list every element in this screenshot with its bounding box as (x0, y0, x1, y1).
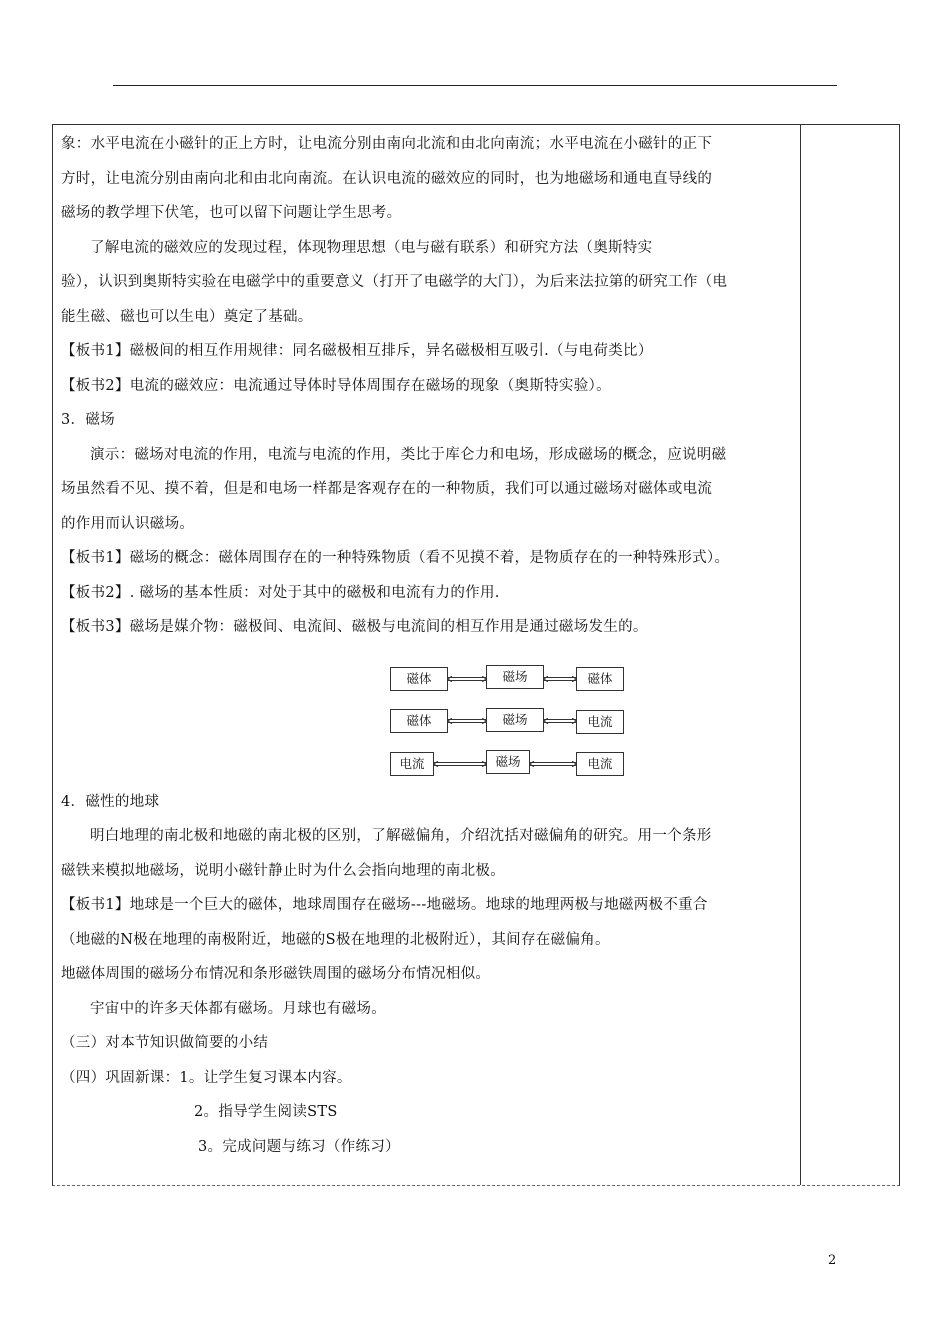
board-note: 【板书2】电流的磁效应：电流通过导体时导体周围存在磁场的现象（奥斯特实验）。 (61, 377, 611, 394)
board-note: 【板书3】磁场是媒介物：磁极间、电流间、磁极与电流间的相互作用是通过磁场发生的。 (61, 619, 648, 635)
text-line: 演示：磁场对电流的作用，电流与电流的作用，类比于库仑力和电场，形成磁场的概念，应说明磁 (90, 446, 727, 463)
diagram-box: 磁体 (390, 667, 448, 691)
double-arrow-icon (530, 761, 576, 767)
diagram-box: 电流 (390, 752, 434, 776)
text-line: 宇宙中的许多天体都有磁场。月球也有磁场。 (90, 1000, 386, 1017)
text-line: 象：水平电流在小磁针的正上方时，让电流分别由南向北流和由北向南流；水平电流在小磁针的正下 (61, 136, 713, 152)
board-note: 【板书1】地球是一个巨大的磁体，地球周围存在磁场---地磁场。地球的地理两极与地磁两极不重合 (61, 897, 708, 913)
double-arrow-icon (434, 761, 486, 767)
text-line: 的作用而认识磁场。 (61, 515, 195, 532)
diagram-box: 磁体 (390, 709, 448, 733)
header-rule (113, 85, 837, 86)
board-note: 【板书1】磁极间的相互作用规律：同名磁极相互排斥，异名磁极相互吸引.（与电荷类比） (61, 343, 653, 359)
board-note: 【板书2】. 磁场的基本性质：对处于其中的磁极和电流有力的作用. (61, 584, 500, 601)
double-arrow-icon (448, 676, 486, 682)
text-line: 场虽然看不见、摸不着，但是和电场一样都是客观存在的一种物质，我们可以通过磁场对磁体或电流 (61, 481, 713, 497)
board-note: 【板书1】磁场的概念：磁体周围存在的一种特殊物质（看不见摸不着，是物质存在的一种特殊形式）。 (61, 550, 730, 566)
double-arrow-icon (544, 676, 576, 682)
double-arrow-icon (544, 718, 576, 724)
double-arrow-icon (448, 718, 486, 724)
diagram-box: 磁场 (486, 665, 544, 689)
text-line: （三）对本节知识做简要的小结 (61, 1035, 269, 1051)
text-line: （四）巩固新课：1。让学生复习课本内容。 (61, 1069, 352, 1086)
diagram-box: 电流 (576, 752, 624, 776)
diagram-box: 电流 (576, 710, 624, 734)
text-line: 验），认识到奥斯特实验在电磁学中的重要意义（打开了电磁学的大门），为后来法拉第的研究工作（电 (61, 274, 728, 290)
text-line: 方时，让电流分别由南向北和由北向南流。在认识电流的磁效应的同时，也为地磁场和通电直导线的 (61, 170, 713, 187)
text-line: 磁场的教学埋下伏笔，也可以留下问题让学生思考。 (61, 205, 402, 221)
text-line: 能生磁、磁也可以生电）奠定了基础。 (61, 308, 313, 325)
text-line: 了解电流的磁效应的发现过程，体现物理思想（电与磁有联系）和研究方法（奥斯特实 (90, 239, 653, 256)
text-line: 3。完成问题与练习（作练习） (198, 1138, 400, 1155)
section-heading: 4．磁性的地球 (61, 793, 160, 810)
magnetic-field-diagram (380, 655, 642, 785)
text-line: （地磁的N极在地理的南极附近，地磁的S极在地理的北极附近），其间存在磁偏角。 (61, 931, 610, 948)
diagram-box: 磁场 (486, 708, 544, 732)
main-cell (61, 127, 793, 1164)
section-heading: 3．磁场 (61, 412, 115, 428)
text-line: 明白地理的南北极和地磁的南北极的区别，了解磁偏角，介绍沈括对磁偏角的研究。用一个条形 (90, 828, 712, 844)
diagram-box: 磁体 (576, 667, 624, 691)
column-divider (800, 125, 801, 1185)
text-line: 磁铁来模拟地磁场，说明小磁针静止时为什么会指向地理的南北极。 (61, 862, 505, 879)
diagram-box: 磁场 (486, 750, 530, 774)
text-line: 2。指导学生阅读STS (194, 1104, 338, 1120)
text-line: 地磁体周围的磁场分布情况和条形磁铁周围的磁场分布情况相似。 (61, 966, 491, 982)
page-number: 2 (828, 1253, 837, 1268)
